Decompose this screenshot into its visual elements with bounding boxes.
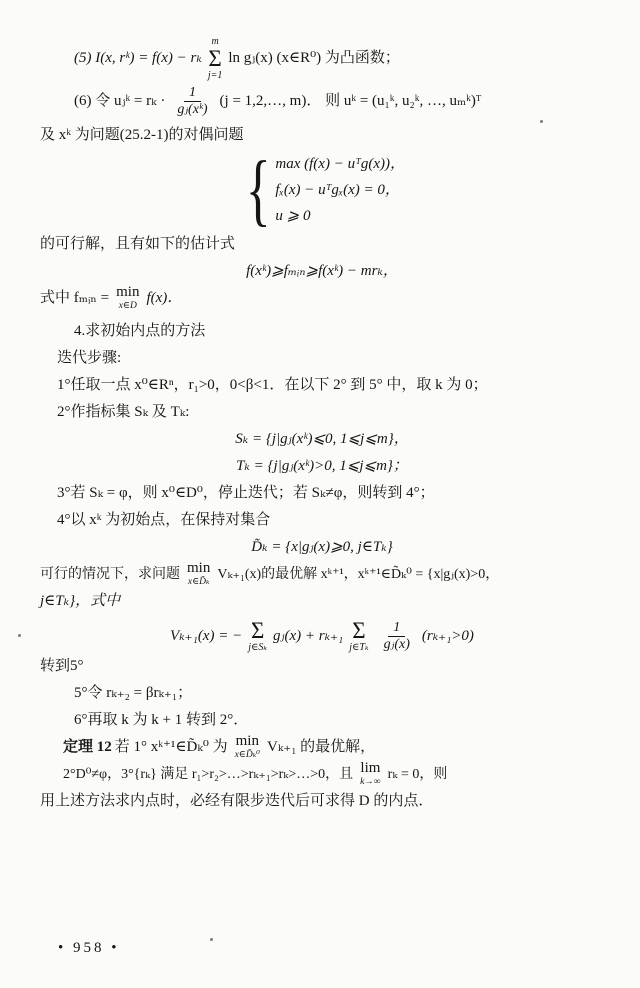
step-4 — [40, 507, 604, 534]
sigma-symbol: Σ — [352, 618, 366, 644]
lim-op-under: k→∞ — [360, 777, 381, 788]
step-1-text: 1°任取一点 x⁰∈Rⁿ，r₁>0，0<β<1．在以下 2° 到 5° 中，取 k 为 0； — [57, 377, 488, 394]
step-1 — [40, 372, 604, 399]
goto-5-text — [40, 653, 604, 680]
system-row-3: u ⩾ 0 — [275, 208, 311, 225]
system-row-1: max (f(x) − uᵀg(x))， — [275, 156, 406, 173]
theorem-pre: 若 1° xᵏ⁺¹∈D̃ₖ⁰ 为 — [114, 739, 228, 756]
theorem-label: 定理 12 — [63, 739, 112, 756]
section-4-title — [40, 318, 604, 345]
theorem-conditions — [40, 761, 604, 788]
step-3-text: 3°若 Sₖ = φ，则 x⁰∈D⁰，停止迭代；若 Sₖ≠φ，则转到 4°； — [57, 485, 435, 502]
step-5-text: 5°令 rₖ₊₂ = βrₖ₊₁； — [74, 685, 193, 702]
step-3 — [40, 480, 604, 507]
step-4c-text: j∈Tₖ}，式中 — [40, 593, 121, 610]
tk-text: Tₖ = {j|gⱼ(xᵏ)>0, 1⩽j⩽m}； — [236, 458, 408, 475]
step-6-text: 6°再取 k 为 k + 1 转到 2°． — [74, 712, 249, 729]
sum-lower-limit: j∈Tₖ — [349, 642, 369, 654]
sk-definition — [40, 426, 604, 453]
dk-definition — [40, 534, 604, 561]
step-4-text: 4°以 xᵏ 为初始点，在保持对集合 — [57, 512, 271, 529]
item6-post: (j = 1,2,…, m)． 则 uᵏ = (u₁ᵏ, u₂ᵏ, …, uₘᵏ)ᵀ — [219, 93, 482, 110]
scan-speck — [210, 938, 213, 941]
fraction — [379, 620, 415, 653]
page-number: • 958 • — [58, 940, 120, 956]
theorem-conclusion — [40, 788, 604, 815]
step-4b-pre: 可行的情况下，求问题 — [40, 567, 180, 583]
steps-label — [40, 345, 604, 372]
fmin-definition — [40, 285, 604, 312]
item6-pre: (6) 令 uⱼᵏ = rₖ · — [74, 93, 166, 110]
dual-problem-system — [40, 146, 604, 235]
min-op-label: min — [235, 733, 259, 750]
v-formula-pre: Vₖ₊₁(x) = − — [170, 627, 243, 644]
tk-definition — [40, 453, 604, 480]
scan-speck — [18, 634, 21, 637]
lim-operator — [360, 761, 381, 788]
fraction-denominator: gⱼ(xᵏ) — [177, 102, 208, 118]
section-4-text: 4.求初始内点的方法 — [74, 323, 206, 340]
v-formula-mid: gⱼ(x) + rₖ₊₁ — [273, 627, 344, 644]
min-operator — [235, 734, 260, 761]
fmin-post: f(x)． — [146, 290, 183, 307]
min-op-under: x∈D — [118, 301, 137, 312]
min-op-under: x∈D̃ₖ⁰ — [234, 750, 260, 761]
theorem3-text: 用上述方法求内点时，必经有限步迭代后可求得 D 的内点． — [40, 793, 434, 810]
theorem-post: Vₖ₊₁ 的最优解， — [266, 739, 376, 756]
goto-5-label: 转到5° — [40, 658, 84, 675]
sum-lower-limit: j=1 — [207, 70, 223, 81]
feasible-text: 的可行解，且有如下的估计式 — [40, 236, 236, 253]
dk-text: D̃ₖ = {x|gⱼ(x)⩾0, j∈Tₖ} — [251, 539, 393, 556]
estimate-text: f(xᵏ)⩾fₘᵢₙ⩾f(xᵏ) − mrₖ， — [246, 263, 398, 280]
v-formula — [40, 619, 604, 653]
lim-op-label: lim — [360, 760, 381, 777]
sum-operator — [208, 36, 223, 81]
dual-intro-text: 及 xᵏ 为问题(25.2-1)的对偶问题 — [40, 127, 244, 144]
item5-pre: (5) I(x, rᵏ) = f(x) − rₖ — [74, 50, 202, 66]
feasible-solution-text — [40, 231, 604, 258]
step-5 — [40, 680, 604, 707]
step-2 — [40, 399, 604, 426]
min-op-label: min — [187, 560, 211, 577]
fraction-denominator: gⱼ(x) — [383, 636, 410, 652]
fraction — [172, 85, 212, 118]
min-operator — [187, 561, 210, 588]
item5-post: ln gⱼ(x) (x∈R⁰) 为凸函数； — [228, 50, 400, 66]
fraction-numerator: 1 — [388, 620, 405, 637]
theorem2-pre: 2°D⁰≠φ，3°{rₖ} 满足 r₁>r₂>…>rₖ₊₁>rₖ>…>0，且 — [63, 767, 354, 783]
sigma-symbol: Σ — [208, 46, 222, 71]
sum-lower-limit: j∈Sₖ — [248, 642, 268, 654]
min-op-label: min — [116, 284, 140, 301]
theorem-12 — [40, 734, 604, 761]
theorem2-post: rₖ = 0，则 — [387, 767, 448, 783]
scan-speck — [540, 120, 543, 123]
sum-operator — [349, 619, 368, 653]
formula-item5 — [40, 36, 604, 81]
estimate-formula — [40, 258, 604, 285]
steps-label-text: 迭代步骤: — [57, 350, 122, 367]
sum-operator — [248, 619, 267, 653]
v-formula-post: (rₖ₊₁>0) — [421, 627, 474, 644]
system-row-2: fₓ(x) − uᵀgₓ(x) = 0， — [275, 182, 400, 199]
formula-item6 — [40, 85, 604, 118]
sigma-symbol: Σ — [250, 618, 265, 644]
sk-text: Sₖ = {j|gⱼ(xᵏ)⩽0, 1⩽j⩽m}， — [235, 431, 409, 448]
step-4-continued-2 — [40, 588, 604, 615]
step-2-text: 2°作指标集 Sₖ 及 Tₖ: — [57, 404, 190, 421]
left-brace-symbol: { — [245, 146, 271, 235]
fmin-pre: 式中 fₘᵢₙ = — [40, 290, 110, 307]
sum-upper-limit: m — [211, 36, 219, 47]
dual-problem-intro — [40, 122, 604, 149]
fraction-numerator: 1 — [184, 85, 201, 102]
step-4b-post: Vₖ₊₁(x)的最优解 xᵏ⁺¹，xᵏ⁺¹∈D̃ₖ⁰ = {x|gⱼ(x)>0， — [217, 567, 500, 583]
min-operator — [116, 285, 139, 312]
system-rows — [275, 151, 405, 229]
step-4-continued — [40, 561, 604, 588]
step-6 — [40, 707, 604, 734]
min-op-under: x∈D̃ₖ — [187, 577, 210, 588]
